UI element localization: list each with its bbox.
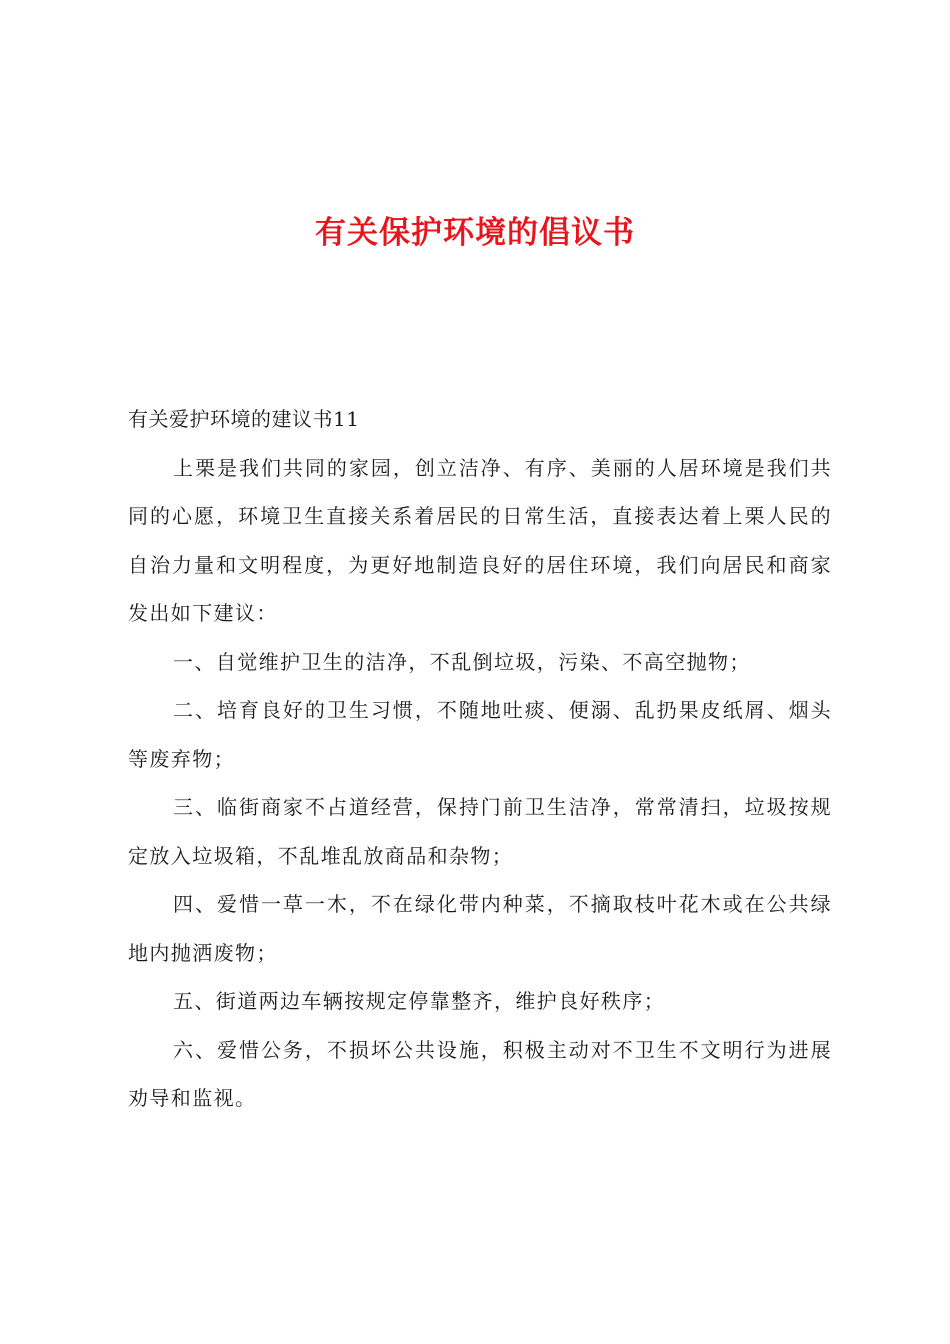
paragraph-item-2: 二、培育良好的卫生习惯，不随地吐痰、便溺、乱扔果皮纸屑、烟头等废弃物； [128, 698, 832, 771]
paragraph-item-3: 三、临街商家不占道经营，保持门前卫生洁净，常常清扫，垃圾按规定放入垃圾箱，不乱堆乱放商品和杂物； [128, 795, 832, 868]
document-body [128, 395, 832, 1123]
paragraph-item-1: 一、自觉维护卫生的洁净，不乱倒垃圾，污染、不高空抛物； [173, 649, 751, 674]
paragraph-item-5: 五、街道两边车辆按规定停靠整齐，维护良好秩序； [173, 989, 666, 1013]
paragraph-item-6: 六、爱惜公务，不损坏公共设施，积极主动对不卫生不文明行为进展劝导和监视。 [128, 1037, 832, 1110]
document-subtitle: 有关爱护环境的建议书11 [128, 407, 360, 431]
paragraph-item-4: 四、爱惜一草一木，不在绿化带内种菜，不摘取枝叶花木或在公共绿地内抛洒废物； [128, 892, 832, 965]
document-title: 有关保护环境的倡议书 [315, 215, 635, 251]
paragraph-intro: 上栗是我们共同的家园，创立洁净、有序、美丽的人居环境是我们共同的心愿，环境卫生直接关系着居民的日常生活，直接表达着上栗人民的自治力量和文明程度，为更好地制造良好的居住环境，我们向居民和商家发出如下建议： [128, 455, 832, 625]
